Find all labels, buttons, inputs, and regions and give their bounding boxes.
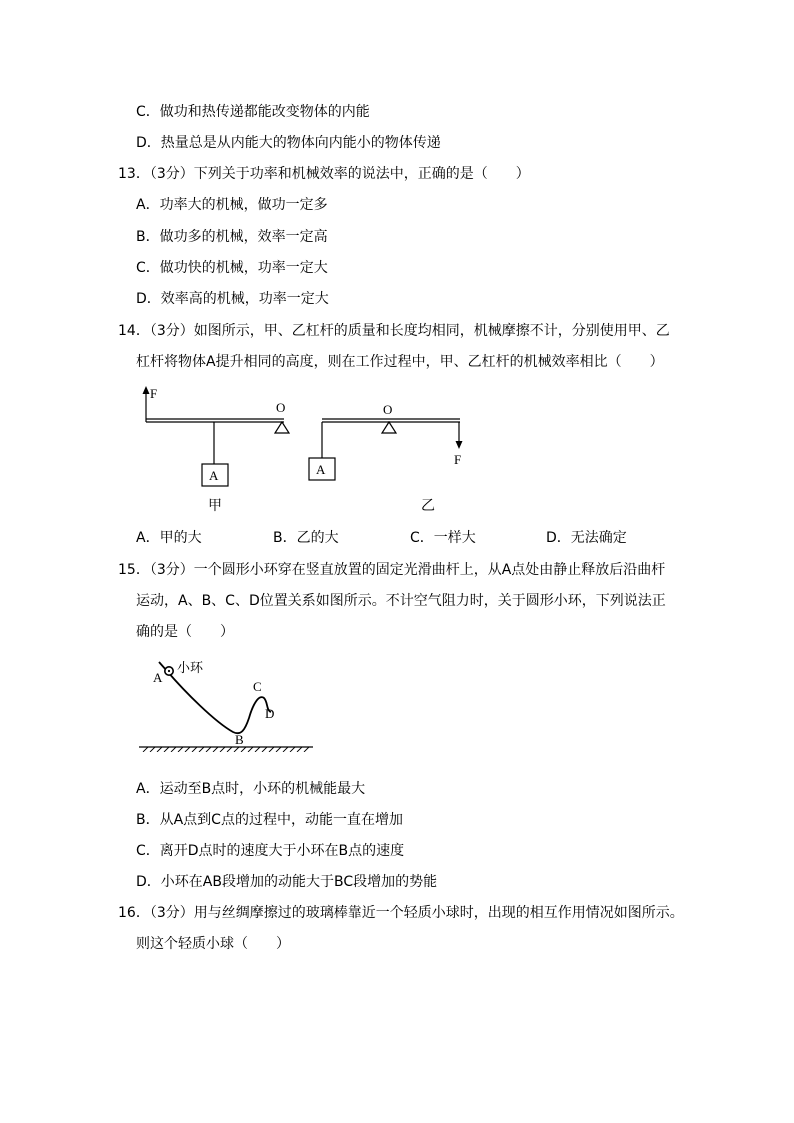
point-a-label: A [153, 670, 163, 685]
q15-option-b: B．从A点到C点的过程中，动能一直在增加 [136, 812, 403, 828]
q14-option-a: A．甲的大 [136, 530, 202, 546]
q15-stem-line2: 运动，A、B、C、D位置关系如图所示。不计空气阻力时，关于圆形小环，下列说法正 [136, 593, 666, 609]
lever-right-block-label: A [316, 462, 326, 477]
lever-left-pivot-label: O [276, 400, 286, 415]
q15-option-a: A．运动至B点时，小环的机械能最大 [136, 781, 366, 797]
q15-option-c: C．离开D点时的速度大于小环在B点的速度 [136, 843, 405, 859]
arrow-down-icon [456, 441, 463, 449]
q13-option-d: D．效率高的机械，功率一定大 [136, 291, 329, 307]
ground-hatching [143, 747, 309, 752]
q15-stem-line1: 15．（3分）一个圆形小环穿在竖直放置的固定光滑曲杆上，从A点处由静止释放后沿曲杆 [118, 562, 666, 578]
point-d-label: D [265, 706, 275, 721]
q16-stem-line1: 16．（3分）用与丝绸摩擦过的玻璃棒靠近一个轻质小球时，出现的相互作用情况如图所示。 [118, 905, 684, 921]
q15-stem-line3: 确的是（ ） [136, 624, 234, 640]
q16-stem-line2: 则这个轻质小球（ ） [136, 936, 290, 952]
lever-left-force-label: F [150, 386, 158, 401]
q14-stem-line1: 14．（3分）如图所示，甲、乙杠杆的质量和长度均相同，机械摩擦不计，分别使用甲、乙 [118, 323, 670, 339]
q15-curved-rod-figure [135, 652, 335, 752]
lever-right-force-label: F [454, 452, 462, 467]
q14-caption-jia: 甲 [208, 498, 222, 514]
arrow-up-icon [143, 386, 150, 394]
q14-caption-yi: 乙 [421, 498, 435, 514]
q13-option-c: C．做功快的机械，功率一定大 [136, 260, 328, 276]
q14-option-d: D．无法确定 [546, 530, 627, 546]
q14-option-c: C．一样大 [410, 530, 476, 546]
pivot-triangle-icon [382, 422, 396, 433]
q12-option-c: C．做功和热传递都能改变物体的内能 [136, 104, 370, 120]
q13-stem: 13．（3分）下列关于功率和机械效率的说法中，正确的是（ ） [118, 166, 530, 182]
point-b-label: B [235, 732, 244, 747]
q15-option-d: D．小环在AB段增加的动能大于BC段增加的势能 [136, 874, 438, 890]
q13-option-b: B．做功多的机械，效率一定高 [136, 229, 328, 245]
q14-lever-figure [130, 380, 490, 490]
point-c-label: C [253, 679, 262, 694]
q14-stem-line2: 杠杆将物体A提升相同的高度，则在工作过程中，甲、乙杠杆的机械效率相比（ ） [136, 354, 664, 370]
q13-option-a: A．功率大的机械，做功一定多 [136, 197, 328, 213]
ring-center-dot [168, 670, 170, 672]
curved-rod [159, 662, 271, 733]
ring-label: 小环 [177, 661, 204, 676]
lever-left-block-label: A [209, 468, 219, 483]
pivot-triangle-icon [275, 422, 289, 433]
q14-option-b: B．乙的大 [273, 530, 339, 546]
lever-right-pivot-label: O [383, 402, 393, 417]
q12-option-d: D．热量总是从内能大的物体向内能小的物体传递 [136, 135, 441, 151]
